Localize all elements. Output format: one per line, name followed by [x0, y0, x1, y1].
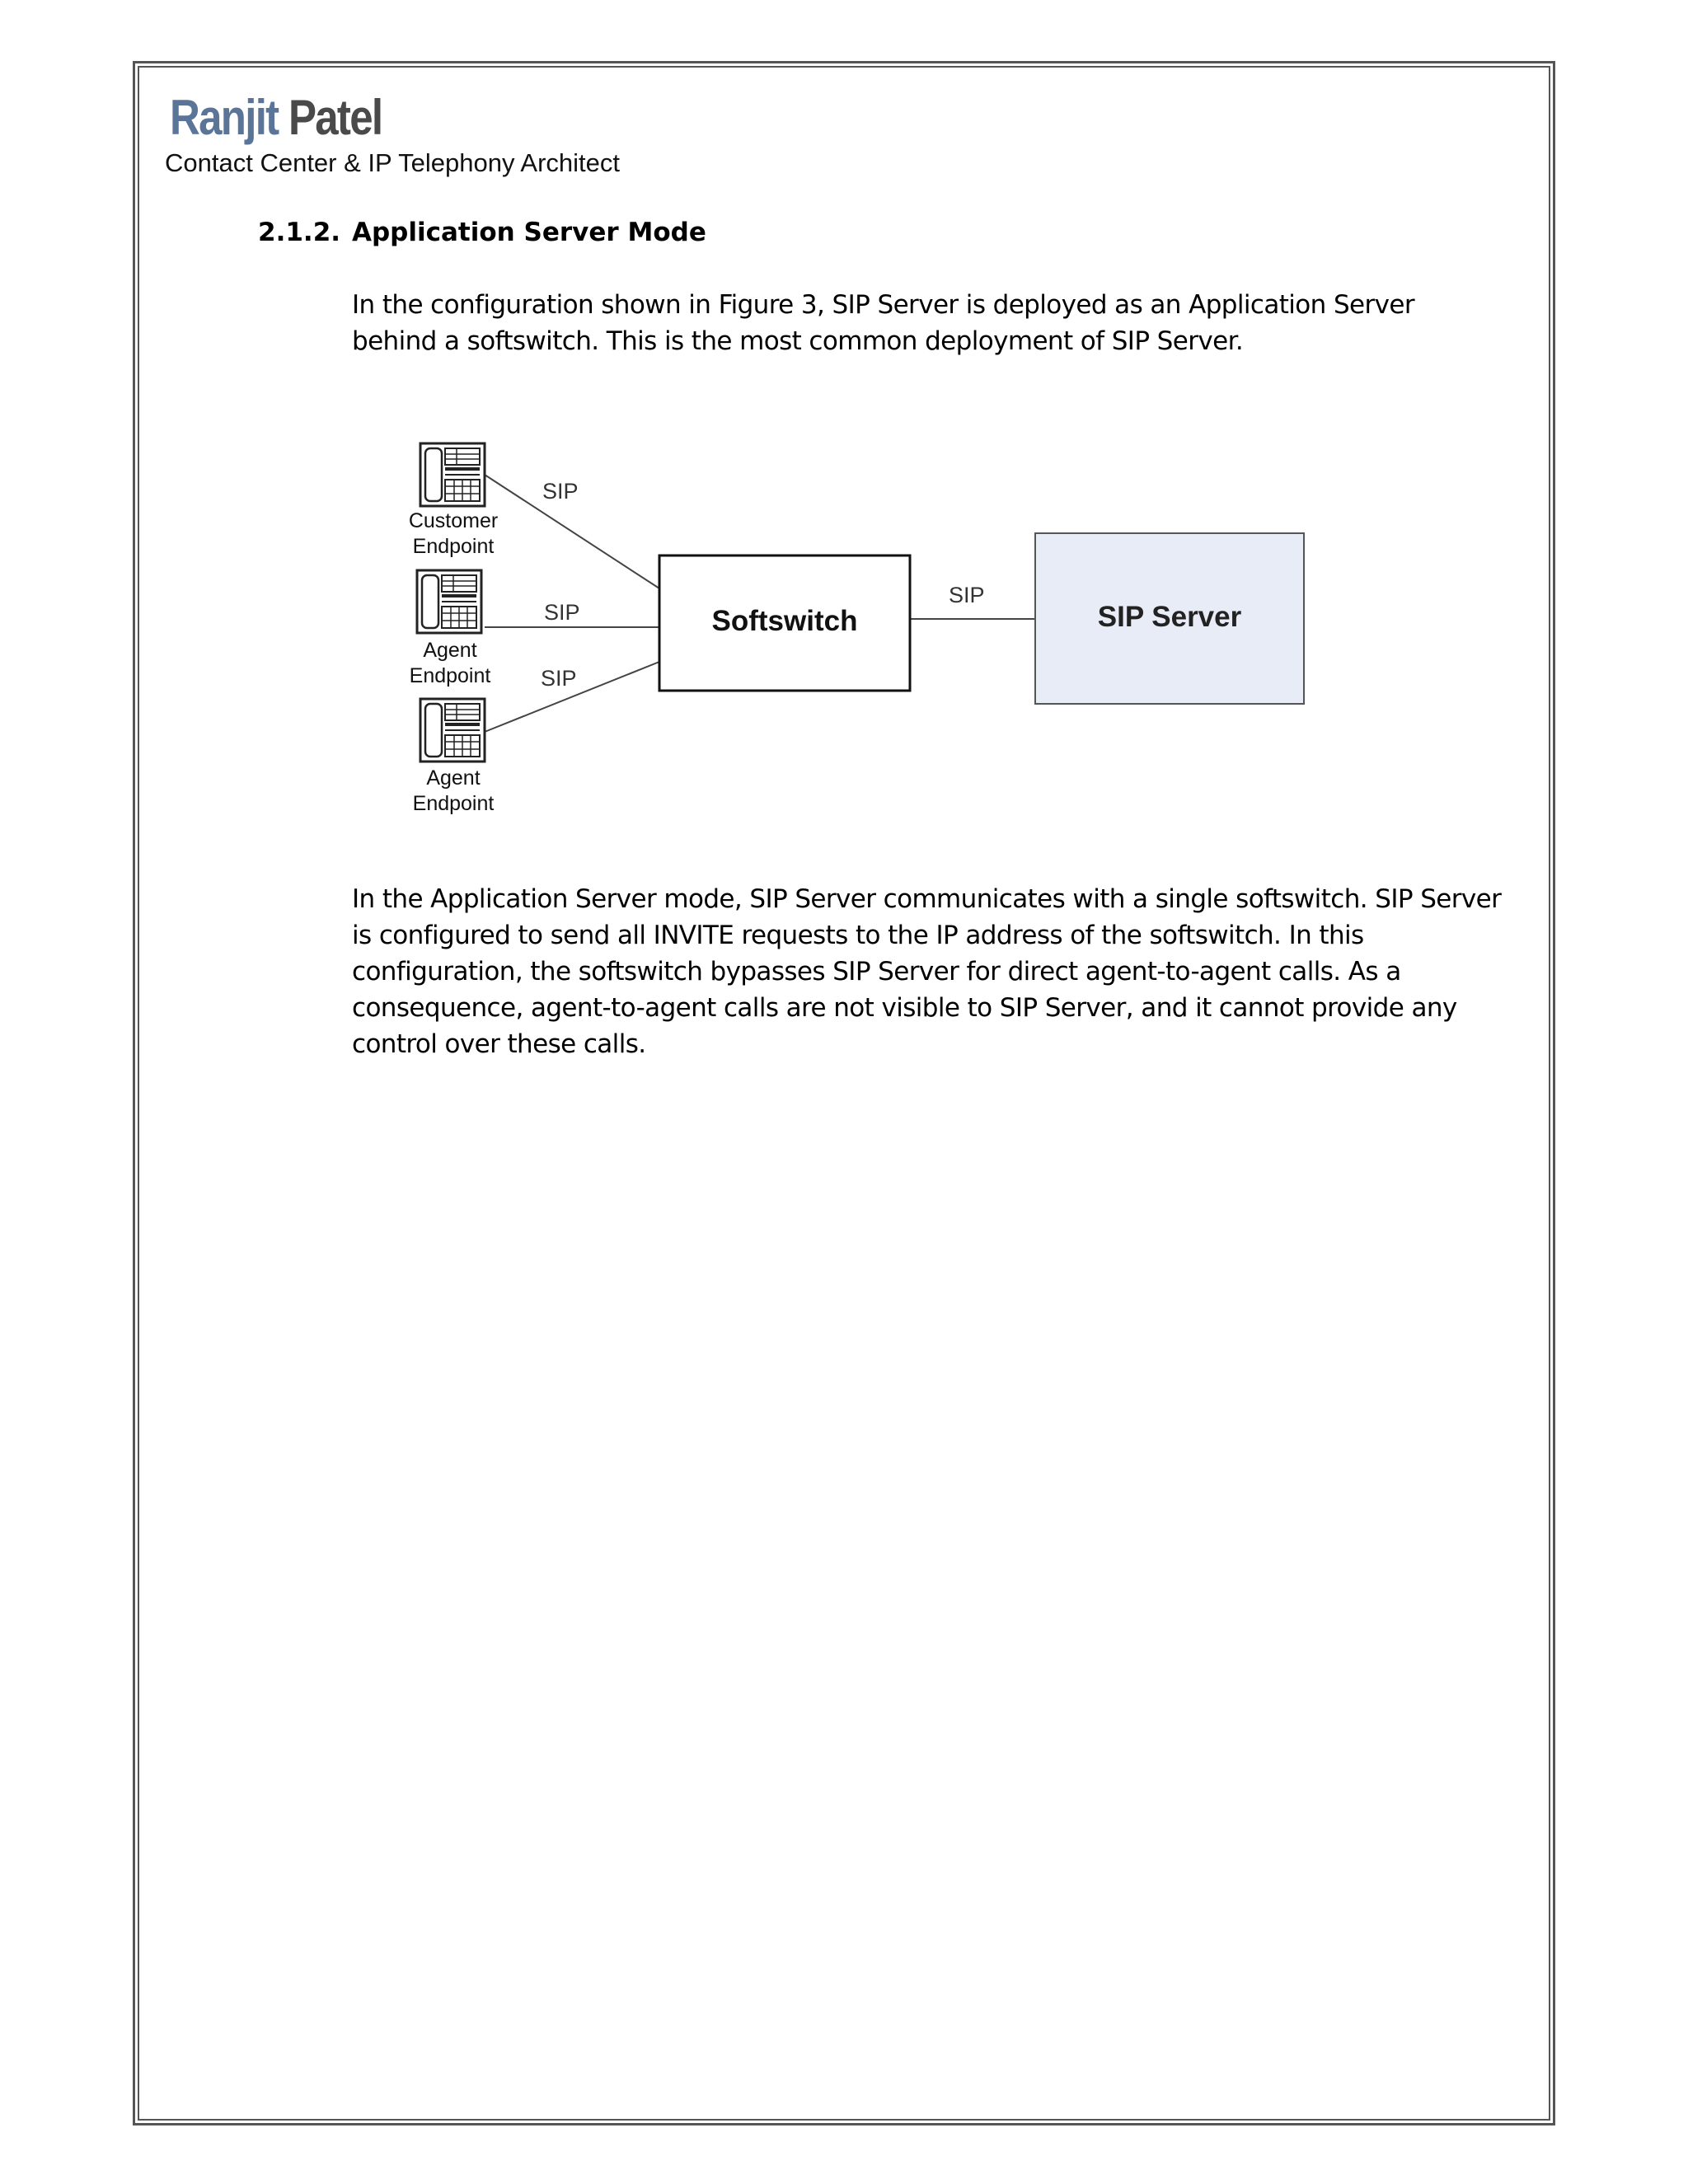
- server-link-label: SIP: [949, 583, 985, 607]
- agent-endpoint-1-line1: Agent: [423, 639, 477, 662]
- page-border-inner: [138, 66, 1550, 2121]
- section-heading: [258, 216, 706, 249]
- logo-last-name: Patel: [288, 90, 382, 145]
- customer-phone-icon: [420, 443, 485, 506]
- agent1-link-label: SIP: [544, 600, 580, 625]
- customer-endpoint-line2: Endpoint: [412, 535, 495, 558]
- logo-first-name: Ranjit: [170, 90, 279, 145]
- network-diagram: [387, 429, 1352, 832]
- explanation-paragraph: In the Application Server mode, SIP Server communicates with a single softswitch. SIP Server is configured to send all INVITE requests to the IP address of the softswitch. In this configuration, the softswitch bypasses SIP Server for direct agent-to-agent calls. As a consequence, agent-to-agent calls are not visible to SIP Server, and it cannot provide any control over these calls.: [352, 884, 1502, 1059]
- logo: [170, 89, 382, 147]
- section-title: Application Server Mode: [352, 218, 706, 247]
- customer-link-label: SIP: [542, 479, 579, 504]
- section-number: 2.1.2.: [258, 218, 341, 247]
- softswitch-label: Softswitch: [711, 605, 858, 637]
- header-subtitle: Contact Center & IP Telephony Architect: [165, 148, 621, 177]
- sip-server-label: SIP Server: [1097, 601, 1242, 633]
- agent-phone-icon-2: [420, 699, 485, 762]
- agent-endpoint-2-line2: Endpoint: [412, 792, 495, 815]
- intro-paragraph: In the configuration shown in Figure 3, SIP Server is deployed as an Application Server behind a softswitch. This is the most common deployment of SIP Server.: [352, 290, 1415, 356]
- agent-endpoint-1-line2: Endpoint: [409, 664, 491, 687]
- agent2-link-label: SIP: [541, 666, 577, 691]
- agent-phone-icon-1: [417, 570, 481, 633]
- customer-endpoint-line1: Customer: [408, 509, 499, 532]
- agent-endpoint-2-line1: Agent: [426, 766, 481, 790]
